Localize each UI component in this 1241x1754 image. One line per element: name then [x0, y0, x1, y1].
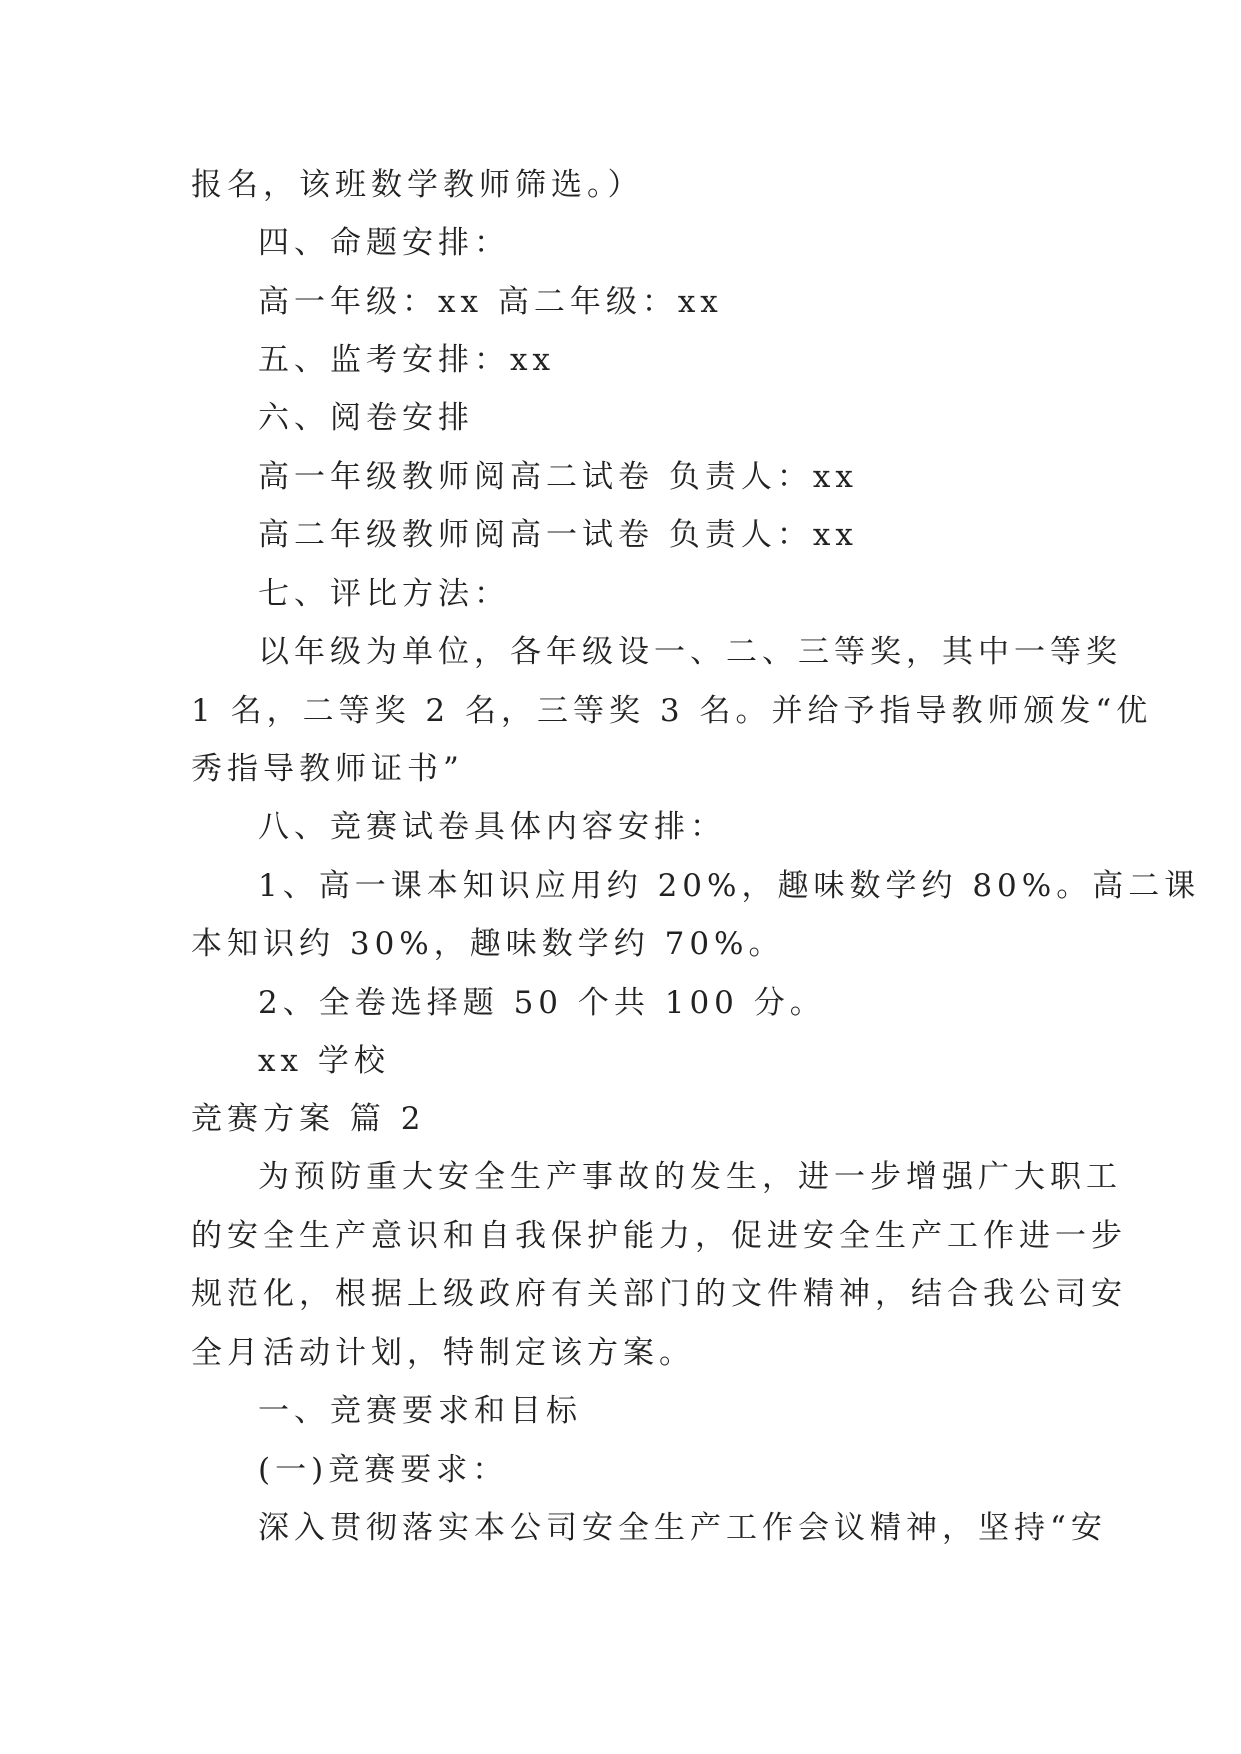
subsection-heading: (一)竞赛要求： [258, 1452, 509, 1488]
paragraph-line: 1、高一课本知识应用约 20%，趣味数学约 80%。高二课 [258, 868, 1201, 904]
paragraph-line: 报名，该班数学教师筛选。） [191, 167, 644, 203]
section-heading: 五、监考安排：xx [258, 342, 555, 378]
paragraph-line: 以年级为单位，各年级设一、二、三等奖，其中一等奖 [258, 634, 1122, 670]
section-heading: 一、竞赛要求和目标 [258, 1393, 582, 1429]
paragraph-line: 全月活动计划，特制定该方案。 [191, 1335, 695, 1371]
paragraph-line: 高二年级教师阅高一试卷 负责人：xx [258, 517, 858, 553]
section-heading: 六、阅卷安排 [258, 400, 474, 436]
section-heading: 四、命题安排： [258, 225, 510, 261]
paragraph-line: 本知识约 30%，趣味数学约 70%。 [191, 926, 785, 962]
section-heading: 七、评比方法： [258, 576, 510, 612]
article-title: 竞赛方案 篇 2 [191, 1101, 426, 1137]
paragraph-line: 规范化，根据上级政府有关部门的文件精神，结合我公司安 [191, 1276, 1127, 1312]
section-heading: 八、竞赛试卷具体内容安排： [258, 809, 726, 845]
paragraph-line: 深入贯彻落实本公司安全生产工作会议精神，坚持“安 [258, 1510, 1107, 1546]
paragraph-line: 为预防重大安全生产事故的发生，进一步增强广大职工 [258, 1159, 1122, 1195]
paragraph-line: 2、全卷选择题 50 个共 100 分。 [258, 985, 826, 1021]
paragraph-line: 秀指导教师证书” [191, 751, 464, 787]
paragraph-line: 高一年级教师阅高二试卷 负责人：xx [258, 459, 858, 495]
paragraph-line: 的安全生产意识和自我保护能力，促进安全生产工作进一步 [191, 1218, 1127, 1254]
paragraph-line: 高一年级：xx 高二年级：xx [258, 284, 723, 320]
signature-line: xx 学校 [258, 1043, 390, 1079]
paragraph-line: 1 名，二等奖 2 名，三等奖 3 名。并给予指导教师颁发“优 [191, 693, 1153, 729]
